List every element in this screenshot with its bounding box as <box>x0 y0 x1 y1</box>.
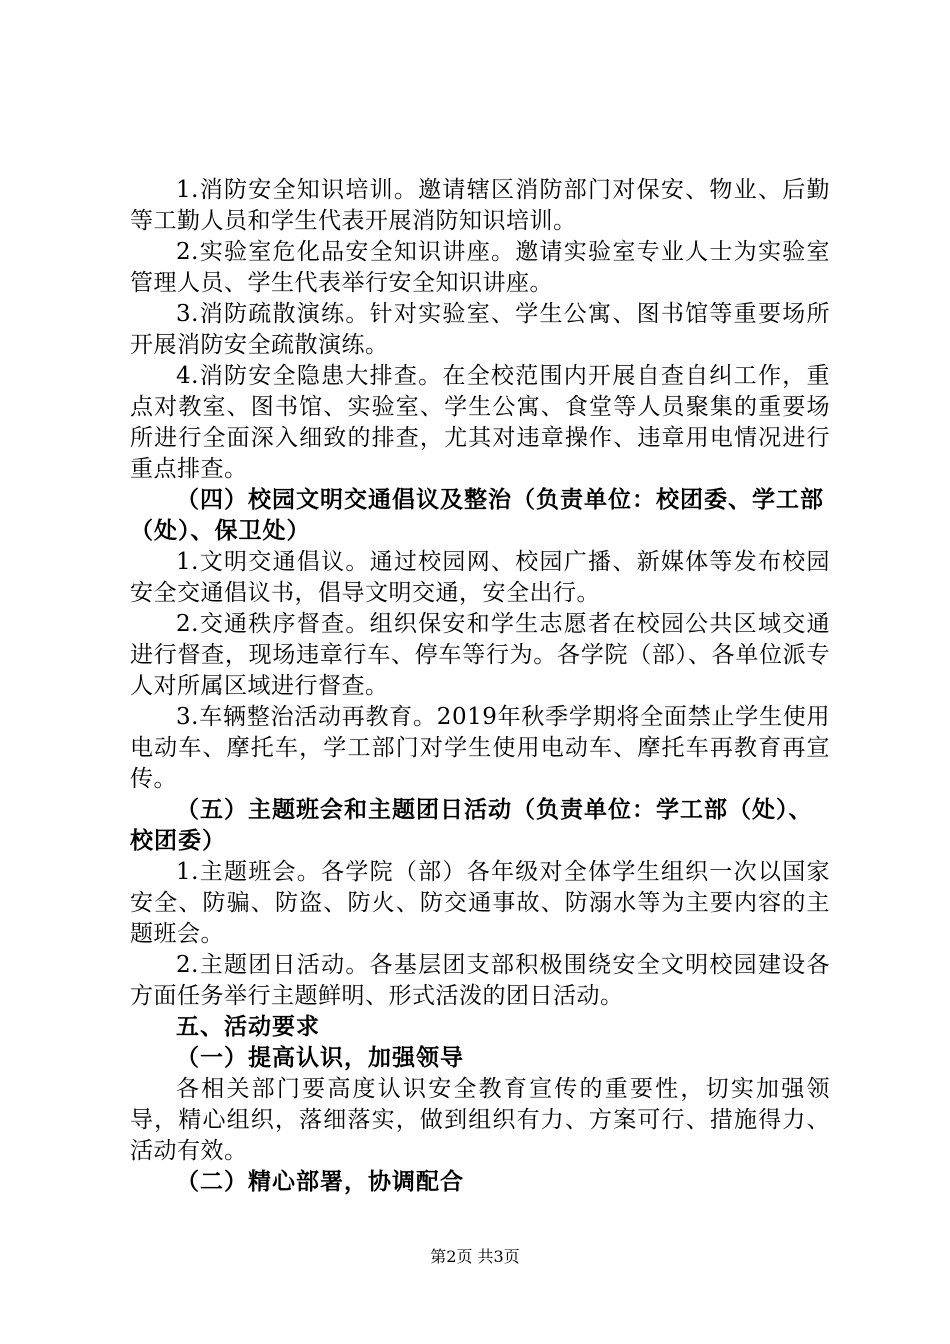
paragraph-hazard-inspection: 4.消防安全隐患大排查。在全校范围内开展自查自纠工作，重点对教室、图书馆、实验室、学生公寓、食堂等人员聚集的重要场所进行全面深入细致的排查，尤其对违章操作、违章用电情况进行重点排查。 <box>130 363 830 482</box>
page-footer: 第2页 共3页 <box>430 1247 520 1266</box>
paragraph-class-meeting: 1.主题班会。各学院（部）各年级对全体学生组织一次以国家安全、防骗、防盗、防火、防交通事故、防溺水等为主要内容的主题班会。 <box>130 859 830 947</box>
heading-raise-awareness: （一）提高认识，加强领导 <box>176 1045 464 1071</box>
paragraph-vehicle-reeducation: 3.车辆整治活动再教育。2019年秋季学期将全面禁止学生使用电动车、摩托车，学工部门对学生使用电动车、摩托车再教育再宣传。 <box>130 704 830 792</box>
heading-careful-deployment: （二）精心部署，协调配合 <box>176 1169 464 1195</box>
heading-theme-activities: （五）主题班会和主题团日活动（负责单位：学工部（处）、校团委） <box>130 797 813 854</box>
paragraph-traffic-supervision: 2.交通秩序督查。组织保安和学生志愿者在校园公共区域交通进行督查，现场违章行车、停车等行为。各学院（部）、各单位派专人对所属区域进行督查。 <box>130 611 830 699</box>
heading-activity-requirements: 五、活动要求 <box>176 1014 320 1040</box>
paragraph-fire-training: 1.消防安全知识培训。邀请辖区消防部门对保安、物业、后勤等工勤人员和学生代表开展消防知识培训。 <box>130 177 830 234</box>
paragraph-league-day: 2.主题团日活动。各基层团支部积极围绕安全文明校园建设各方面任务举行主题鲜明、形式活泼的团日活动。 <box>130 952 830 1009</box>
paragraph-evacuation-drill: 3.消防疏散演练。针对实验室、学生公寓、图书馆等重要场所开展消防安全疏散演练。 <box>130 301 830 358</box>
document-body <box>130 175 830 1198</box>
paragraph-traffic-proposal: 1.文明交通倡议。通过校园网、校园广播、新媒体等发布校园安全交通倡议书，倡导文明交通，安全出行。 <box>130 549 830 606</box>
heading-traffic-initiative: （四）校园文明交通倡议及整治（负责单位：校团委、学工部（处）、保卫处） <box>130 487 824 544</box>
paragraph-lab-lecture: 2.实验室危化品安全知识讲座。邀请实验室专业人士为实验室管理人员、学生代表举行安全知识讲座。 <box>130 239 830 296</box>
paragraph-awareness-detail: 各相关部门要高度认识安全教育宣传的重要性，切实加强领导，精心组织，落细落实，做到组织有力、方案可行、措施得力、活动有效。 <box>130 1076 830 1164</box>
